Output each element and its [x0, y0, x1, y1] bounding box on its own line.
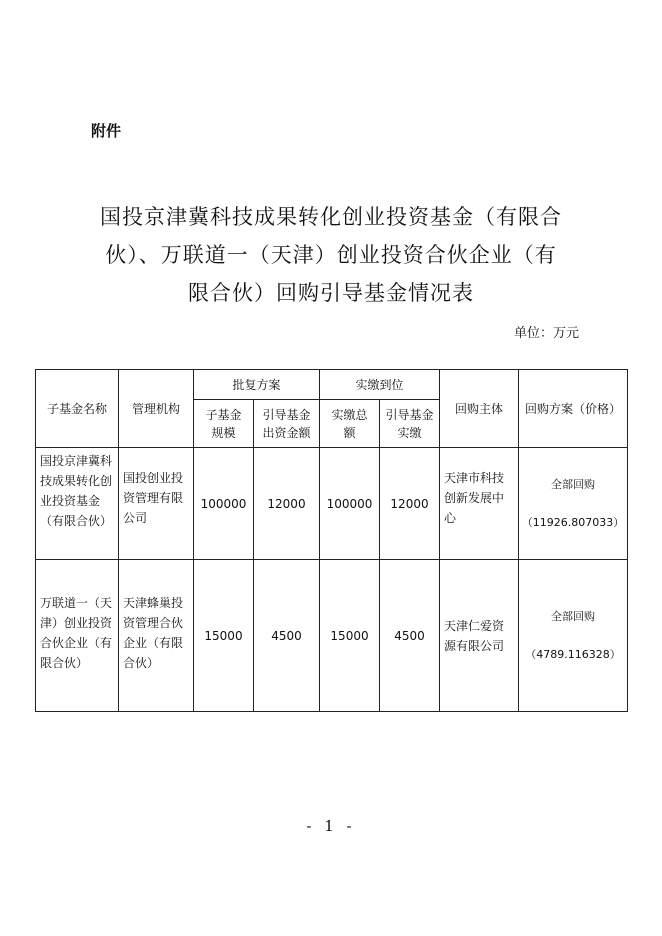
document-title — [70, 198, 592, 312]
header-paid-in: 实缴到位 — [320, 370, 440, 400]
sub-scale-cell: 15000 — [194, 560, 254, 712]
buyback-plan-cell — [519, 448, 628, 560]
plan-price: （11926.807033） — [521, 515, 625, 529]
fund-name-cell: 万联道一（天津）创业投资合伙企业（有限合伙） — [36, 560, 119, 712]
buyer-cell: 天津市科技创新发展中心 — [440, 448, 519, 560]
header-row-1 — [36, 370, 628, 400]
attachment-label: 附件 — [91, 122, 122, 140]
page-number: - 1 - — [306, 817, 356, 835]
plan-type: 全部回购 — [551, 609, 596, 623]
table-row — [36, 560, 628, 712]
plan-type: 全部回购 — [551, 477, 596, 491]
guide-amount-cell: 4500 — [254, 560, 320, 712]
header-manager: 管理机构 — [119, 370, 194, 448]
paid-guide-cell: 12000 — [380, 448, 440, 560]
title-line-3: 限合伙）回购引导基金情况表 — [188, 281, 474, 305]
title-line-1: 国投京津冀科技成果转化创业投资基金（有限合 — [100, 205, 562, 229]
title-line-2: 伙）、万联道一（天津）创业投资合伙企业（有 — [105, 243, 557, 267]
buyback-table — [35, 369, 628, 712]
header-approved-plan: 批复方案 — [194, 370, 320, 400]
header-paid-guide: 引导基金实缴 — [380, 400, 440, 448]
header-buyer: 回购主体 — [440, 370, 519, 448]
plan-price: （4789.116328） — [525, 647, 621, 661]
sub-scale-cell: 100000 — [194, 448, 254, 560]
table-row — [36, 448, 628, 560]
paid-total-cell: 15000 — [320, 560, 380, 712]
guide-amount-cell: 12000 — [254, 448, 320, 560]
header-sub-scale: 子基金规模 — [194, 400, 254, 448]
unit-label: 单位：万元 — [513, 326, 579, 341]
paid-guide-cell: 4500 — [380, 560, 440, 712]
manager-cell: 天津蜂巢投资管理合伙企业（有限合伙） — [119, 560, 194, 712]
paid-total-cell: 100000 — [320, 448, 380, 560]
header-paid-total: 实缴总额 — [320, 400, 380, 448]
header-buyback-plan: 回购方案（价格） — [519, 370, 628, 448]
buyback-plan-cell — [519, 560, 628, 712]
manager-cell: 国投创业投资管理有限公司 — [119, 448, 194, 560]
buyer-cell: 天津仁爱资源有限公司 — [440, 560, 519, 712]
fund-name-cell: 国投京津冀科技成果转化创业投资基金（有限合伙） — [36, 448, 119, 560]
header-guide-amount: 引导基金出资金额 — [254, 400, 320, 448]
header-fund-name: 子基金名称 — [36, 370, 119, 448]
